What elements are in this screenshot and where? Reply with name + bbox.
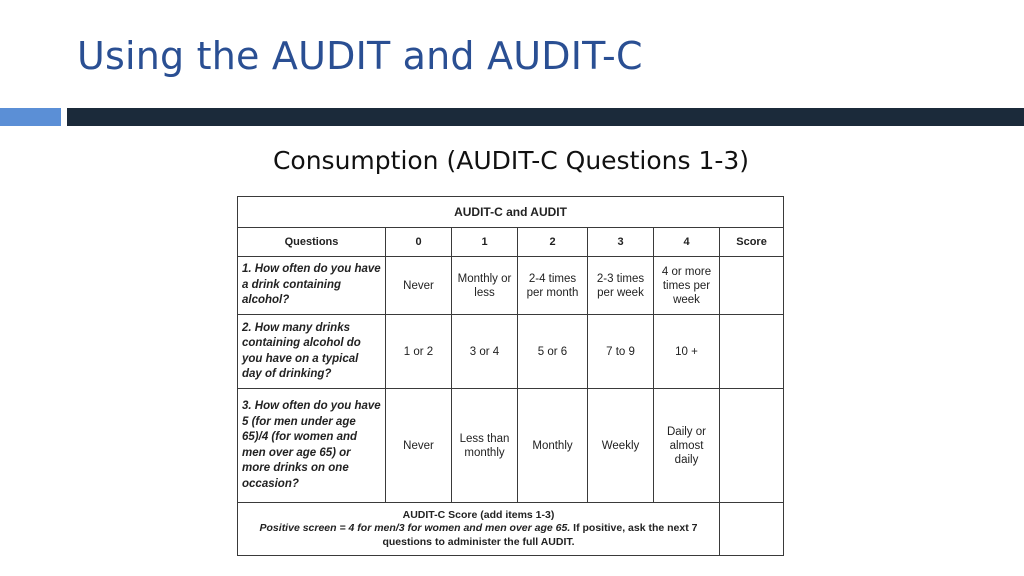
q2-option-0: 1 or 2 — [386, 315, 452, 389]
table-row-q3 — [238, 389, 784, 503]
q1-option-1: Monthly or less — [452, 257, 518, 315]
total-score-cell — [720, 503, 784, 556]
table-title: AUDIT-C and AUDIT — [238, 197, 784, 228]
q3-option-4: Daily or almost daily — [654, 389, 720, 503]
q3-option-0: Never — [386, 389, 452, 503]
footer-next-steps: If positive, ask the next 7 questions to administer the full AUDIT. — [382, 522, 698, 548]
table-footer — [238, 503, 720, 556]
q2-option-4: 10 + — [654, 315, 720, 389]
title-divider-bar — [67, 108, 1024, 126]
header-score: Score — [720, 228, 784, 257]
q2-option-3: 7 to 9 — [588, 315, 654, 389]
q2-option-1: 3 or 4 — [452, 315, 518, 389]
slide-title: Using the AUDIT and AUDIT-C — [77, 34, 643, 78]
q3-option-1: Less than monthly — [452, 389, 518, 503]
question-3: 3. How often do you have 5 (for men under age 65)/4 (for women and men over age 65) or more drinks on one occasion? — [238, 389, 386, 503]
q2-option-2: 5 or 6 — [518, 315, 588, 389]
q1-option-3: 2-3 times per week — [588, 257, 654, 315]
footer-positive-screen: Positive screen = 4 for men/3 for women and men over age 65. — [259, 522, 571, 535]
audit-table — [237, 196, 784, 556]
slide-subtitle — [0, 146, 1024, 175]
q1-option-4: 4 or more times per week — [654, 257, 720, 315]
table-row-q1 — [238, 257, 784, 315]
header-4: 4 — [654, 228, 720, 257]
title-accent-bar — [0, 108, 61, 126]
question-1: 1. How often do you have a drink containing alcohol? — [238, 257, 386, 315]
header-2: 2 — [518, 228, 588, 257]
header-0: 0 — [386, 228, 452, 257]
q3-option-2: Monthly — [518, 389, 588, 503]
q1-option-0: Never — [386, 257, 452, 315]
header-questions: Questions — [238, 228, 386, 257]
table-row-q2 — [238, 315, 784, 389]
header-3: 3 — [588, 228, 654, 257]
question-2: 2. How many drinks containing alcohol do you have on a typical day of drinking? — [238, 315, 386, 389]
q1-option-2: 2-4 times per month — [518, 257, 588, 315]
subtitle-text: Consumption (AUDIT-C Questions 1-3) — [272, 146, 750, 175]
table-footer-row — [238, 503, 784, 556]
header-1: 1 — [452, 228, 518, 257]
table-header-row — [238, 228, 784, 257]
footer-instructions — [260, 522, 698, 548]
table-title-row — [238, 197, 784, 228]
q3-option-3: Weekly — [588, 389, 654, 503]
footer-score-label: AUDIT-C Score (add items 1-3) — [402, 508, 555, 521]
q2-score-cell — [720, 315, 784, 389]
q1-score-cell — [720, 257, 784, 315]
q3-score-cell — [720, 389, 784, 503]
